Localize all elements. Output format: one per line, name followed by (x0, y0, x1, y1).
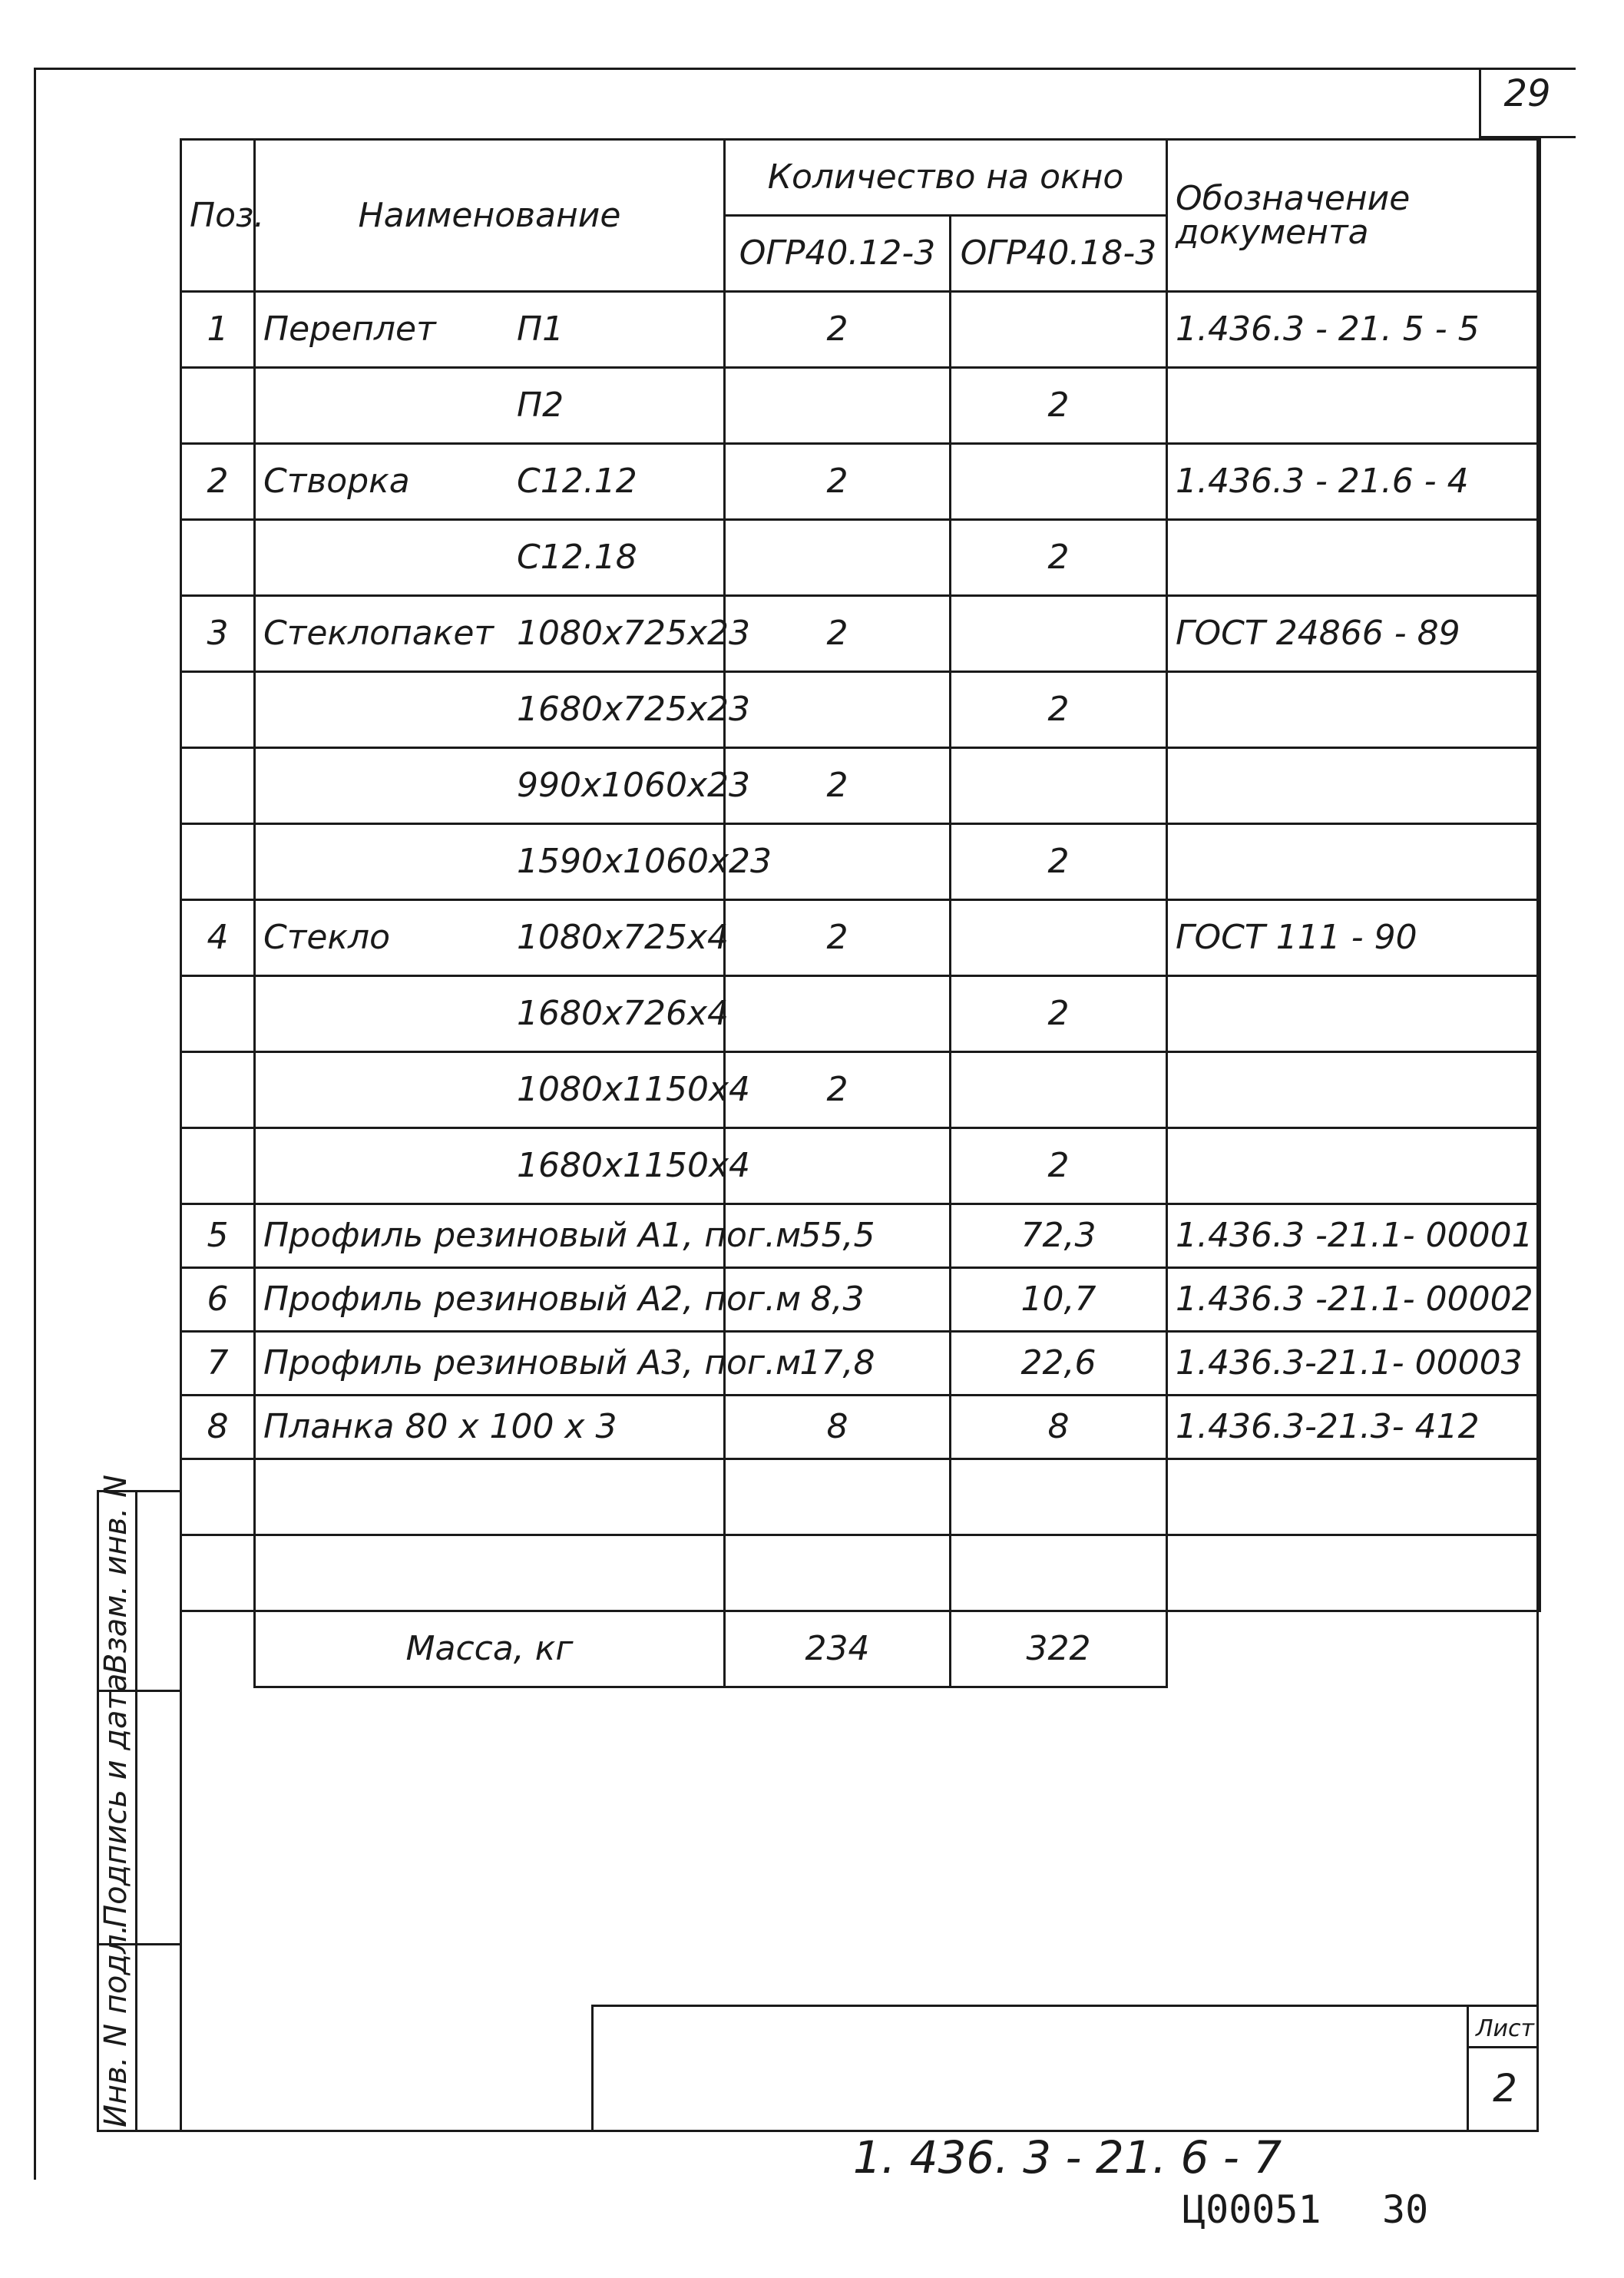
cell-q2: 2 (951, 368, 1167, 444)
cell-q1: 17,8 (725, 1332, 951, 1396)
cell-name-main: Переплет (263, 310, 436, 349)
cell-name (255, 824, 772, 900)
cell-doc (1167, 1128, 1540, 1204)
sheet-number: 2 (1493, 2066, 1517, 2111)
cell-q1 (725, 520, 951, 596)
table-row (181, 368, 1540, 444)
cell-name (255, 900, 729, 976)
cell-doc: 1.436.3 -21.1- 00002 (1167, 1268, 1540, 1332)
cell-q1: 2 (725, 596, 951, 672)
cell-q2: 2 (951, 1128, 1167, 1204)
table-row (181, 1396, 1540, 1459)
cell-q1: 2 (725, 292, 951, 368)
cell-q2 (951, 292, 1167, 368)
cell-pos (181, 672, 255, 748)
cell-q2: 2 (951, 976, 1167, 1052)
cell-pos: 5 (181, 1204, 255, 1268)
table-row (181, 444, 1540, 520)
document-code: 1. 436. 3 - 21. 6 - 7 (852, 2131, 1282, 2184)
header-row (181, 140, 1540, 216)
cell-pos: 4 (181, 900, 255, 976)
stamp-inner-line (135, 1490, 137, 2132)
cell-q1 (725, 976, 951, 1052)
cell-doc: 1.436.3-21.3- 412 (1167, 1396, 1540, 1459)
cell-doc: 1.436.3-21.1- 00003 (1167, 1332, 1540, 1396)
cell-pos (181, 1052, 255, 1128)
title-block (591, 2005, 1539, 2132)
sheet-box-hline (1467, 2046, 1539, 2048)
header-qty-col2: ОГР40.18-3 (951, 216, 1167, 292)
cell-q1: 55,5 (725, 1204, 951, 1268)
table-row (181, 1052, 1540, 1128)
cell-doc: ГОСТ 111 - 90 (1167, 900, 1540, 976)
cell-doc: ГОСТ 24866 - 89 (1167, 596, 1540, 672)
cell-doc: 1.436.3 - 21. 5 - 5 (1167, 292, 1540, 368)
table-row (181, 1128, 1540, 1204)
cell-doc (1167, 748, 1540, 824)
table-row (181, 748, 1540, 824)
cell-q1: 8,3 (725, 1268, 951, 1332)
cell-name (255, 1128, 751, 1204)
cell-q2: 10,7 (951, 1268, 1167, 1332)
cell-q1 (725, 368, 951, 444)
cell-name-mark: 1080х1150х4 (517, 1070, 751, 1109)
cell-doc (1167, 1052, 1540, 1128)
mass-row (181, 1611, 1540, 1687)
stamp-inv-orig: Инв. N подл. (98, 1924, 134, 2127)
archive-page: 30 (1382, 2187, 1429, 2232)
cell-q2: 2 (951, 520, 1167, 596)
cell-name-mark: 990х1060х23 (517, 766, 751, 805)
cell-q2: 2 (951, 824, 1167, 900)
cell-q1: 2 (725, 748, 951, 824)
cell-name-main: Стекло (263, 918, 391, 957)
cell-name (255, 748, 751, 824)
cell-name: Планка 80 х 100 х 3 (255, 1396, 725, 1459)
cell-name (255, 596, 751, 672)
cell-q2: 2 (951, 672, 1167, 748)
specification-table (180, 138, 1541, 1688)
stamp-sign-date: Подпись и дата (98, 1673, 134, 1928)
cell-pos: 3 (181, 596, 255, 672)
cell-name (255, 520, 725, 596)
table-row (181, 596, 1540, 672)
cell-name-mark: 1680х1150х4 (517, 1146, 751, 1185)
cell-pos (181, 520, 255, 596)
table-row (181, 520, 1540, 596)
cell-name (255, 444, 725, 520)
page-number: 29 (1503, 72, 1551, 115)
cell-pos: 8 (181, 1396, 255, 1459)
cell-doc (1167, 368, 1540, 444)
cell-q1: 8 (725, 1396, 951, 1459)
table-row (181, 976, 1540, 1052)
mass-q2: 322 (951, 1611, 1167, 1687)
mass-label: Масса, кг (255, 1611, 725, 1687)
stamp-inv-sub: Взам. инв. N (98, 1475, 134, 1674)
blank-row (181, 1459, 1540, 1535)
cell-name (255, 672, 751, 748)
cell-pos: 7 (181, 1332, 255, 1396)
cell-pos: 6 (181, 1268, 255, 1332)
cell-name (255, 976, 729, 1052)
header-qty-group: Количество на окно (725, 140, 1167, 216)
cell-doc (1167, 824, 1540, 900)
cell-name (255, 292, 725, 368)
header-doc: Обозначение документа (1167, 140, 1540, 292)
cell-name-main: Стеклопакет (263, 614, 494, 653)
cell-doc: 1.436.3 - 21.6 - 4 (1167, 444, 1540, 520)
header-qty-col1: ОГР40.12-3 (725, 216, 951, 292)
cell-q2 (951, 596, 1167, 672)
header-name: Наименование (255, 140, 725, 292)
cell-q2 (951, 444, 1167, 520)
cell-q2 (951, 900, 1167, 976)
table-row (181, 1332, 1540, 1396)
archive-code: Ц00051 (1182, 2187, 1321, 2232)
cell-name (255, 368, 725, 444)
cell-q2: 72,3 (951, 1204, 1167, 1268)
cell-name (255, 1052, 751, 1128)
cell-name-mark: 1680х726х4 (517, 994, 729, 1033)
cell-pos (181, 824, 255, 900)
cell-pos: 2 (181, 444, 255, 520)
cell-doc (1167, 520, 1540, 596)
table-body (181, 292, 1540, 1459)
cell-doc (1167, 976, 1540, 1052)
cell-q1 (725, 672, 951, 748)
cell-name-mark: С12.18 (517, 538, 637, 577)
cell-q1 (725, 1128, 951, 1204)
table-row (181, 900, 1540, 976)
cell-pos (181, 748, 255, 824)
table-row (181, 824, 1540, 900)
mass-q1: 234 (725, 1611, 951, 1687)
blank-row (181, 1535, 1540, 1611)
cell-pos (181, 1128, 255, 1204)
cell-name-mark: 1680х725х23 (517, 690, 751, 729)
cell-name: Профиль резиновый А3, пог.м (255, 1332, 725, 1396)
cell-q1: 2 (725, 444, 951, 520)
cell-name: Профиль резиновый А1, пог.м (255, 1204, 725, 1268)
cell-name-mark: П1 (517, 310, 564, 349)
table-row (181, 292, 1540, 368)
cell-name-mark: П2 (517, 386, 564, 425)
table-row (181, 1204, 1540, 1268)
cell-doc: 1.436.3 -21.1- 00001 (1167, 1204, 1540, 1268)
table-row (181, 1268, 1540, 1332)
cell-name-mark: 1080х725х23 (517, 614, 751, 653)
table-row (181, 672, 1540, 748)
cell-q2: 22,6 (951, 1332, 1167, 1396)
cell-pos (181, 368, 255, 444)
cell-q2 (951, 748, 1167, 824)
cell-q2 (951, 1052, 1167, 1128)
cell-name: Профиль резиновый А2, пог.м (255, 1268, 725, 1332)
cell-pos (181, 976, 255, 1052)
sheet-label: Лист (1475, 2015, 1535, 2042)
cell-name-main: Створка (263, 462, 410, 501)
sheet-box-divider (1467, 2005, 1469, 2132)
cell-q1: 2 (725, 900, 951, 976)
cell-q2: 8 (951, 1396, 1167, 1459)
cell-q1: 2 (725, 1052, 951, 1128)
cell-name-mark: 1080х725х4 (517, 918, 729, 957)
cell-pos: 1 (181, 292, 255, 368)
cell-name-mark: С12.12 (517, 462, 637, 501)
header-pos: Поз. (181, 140, 255, 292)
cell-doc (1167, 672, 1540, 748)
cell-name-mark: 1590х1060х23 (517, 842, 772, 881)
